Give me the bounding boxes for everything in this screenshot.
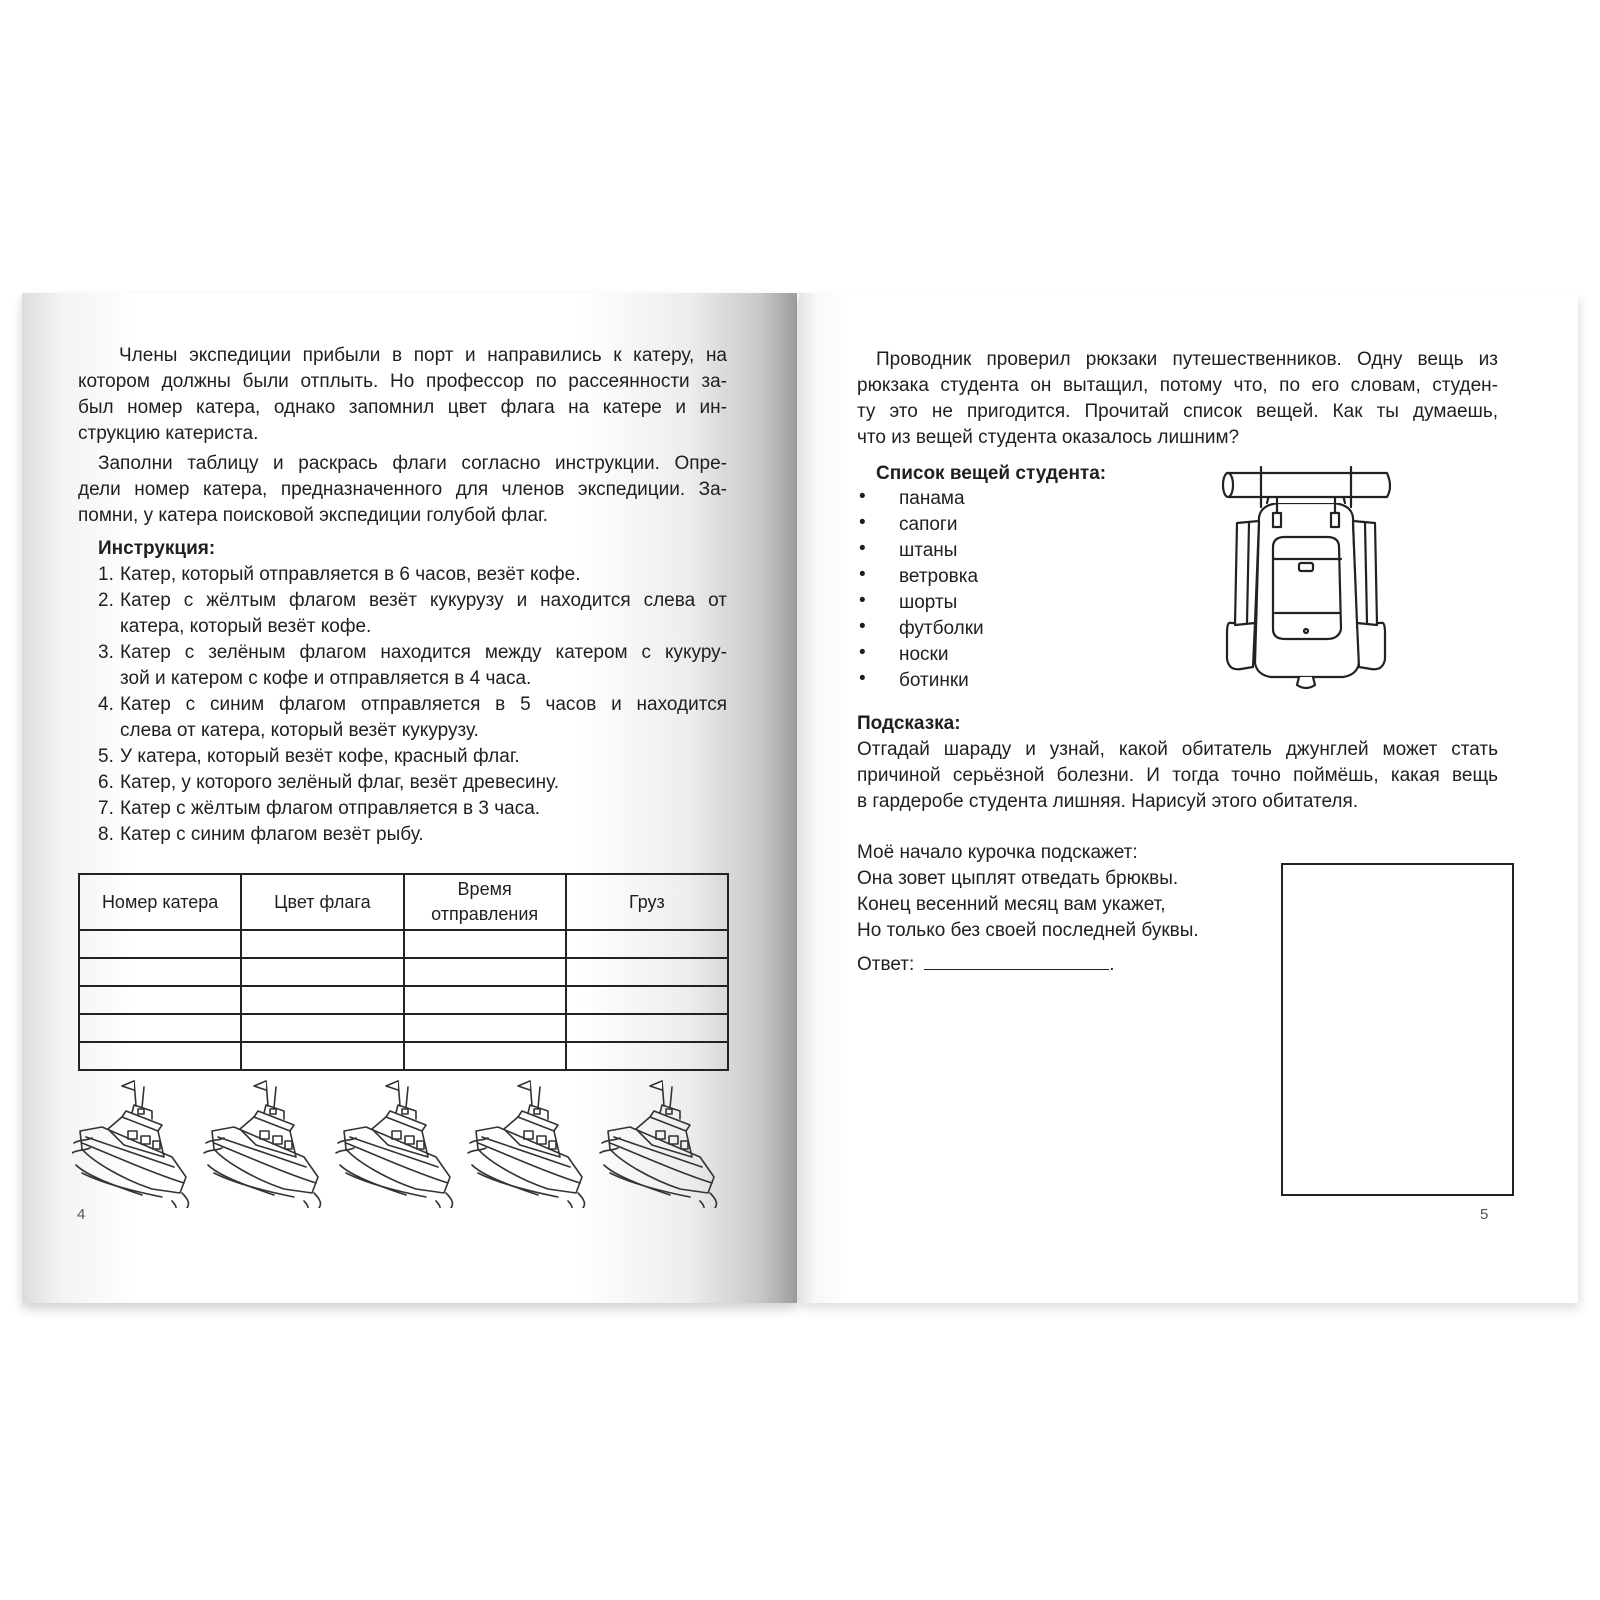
page-number: 4 bbox=[77, 1206, 86, 1223]
intro-line-2: котором должны были отплыть. Но профессор по рассеянности за- bbox=[78, 371, 727, 392]
table-row bbox=[79, 986, 728, 1014]
instruction-line: Катер, у которого зелёный флаг, везёт древесину. bbox=[120, 772, 560, 793]
task-line-1: Заполни таблицу и раскрась флаги согласно инструкции. Опре- bbox=[98, 453, 727, 474]
list-item: ботинки bbox=[899, 670, 969, 691]
instruction-line: У катера, который везёт кофе, красный флаг. bbox=[120, 746, 520, 767]
intro-line-1: Проводник проверил рюкзаки путешественников. Одну вещь из bbox=[876, 349, 1498, 370]
instruction-line: слева от катера, который везёт кукурузу. bbox=[120, 720, 479, 741]
boat-table bbox=[78, 873, 729, 1071]
answer-label: Ответ: bbox=[857, 954, 915, 975]
bullet: • bbox=[859, 590, 866, 611]
instruction-line: Катер, который отправляется в 6 часов, везёт кофе. bbox=[120, 564, 581, 585]
poem-line-1: Моё начало курочка подскажет: bbox=[857, 842, 1138, 863]
table-cell[interactable] bbox=[79, 986, 241, 1014]
bullet: • bbox=[859, 538, 866, 559]
table-header-departure-time: Время отправления bbox=[404, 874, 566, 930]
table-cell[interactable] bbox=[404, 930, 566, 958]
answer-end: . bbox=[1109, 954, 1115, 975]
left-page bbox=[22, 293, 797, 1303]
poem-line-3: Конец весенний месяц вам укажет, bbox=[857, 894, 1166, 915]
table-cell[interactable] bbox=[566, 958, 728, 986]
hint-line-2: причиной серьёзной болезни. И тогда точно поймёшь, какая вещь bbox=[857, 765, 1498, 786]
boat-icon bbox=[204, 1081, 320, 1208]
intro-line-1: Члены экспедиции прибыли в порт и направились к катеру, на bbox=[119, 345, 727, 366]
list-item: панама bbox=[899, 488, 965, 509]
instruction-line: катера, который везёт кофе. bbox=[120, 616, 372, 637]
table-row bbox=[79, 930, 728, 958]
boat-icon bbox=[72, 1081, 188, 1208]
list-item: футболки bbox=[899, 618, 984, 639]
bullet: • bbox=[859, 616, 866, 637]
hint-line-3: в гардеробе студента лишняя. Нарисуй этого обитателя. bbox=[857, 791, 1359, 812]
bullet: • bbox=[859, 642, 866, 663]
answer-row bbox=[857, 951, 1115, 978]
table-cell[interactable] bbox=[79, 930, 241, 958]
table-header-cargo: Груз bbox=[566, 874, 728, 930]
instruction-line: Катер с зелёным флагом находится между катером с кукуру- bbox=[120, 642, 727, 663]
intro-line-4: струкцию катериста. bbox=[78, 423, 259, 444]
list-item: носки bbox=[899, 644, 949, 665]
instruction-num: 4. bbox=[98, 694, 114, 715]
task-line-3: помни, у катера поисковой экспедиции голубой флаг. bbox=[78, 505, 548, 526]
instruction-num: 5. bbox=[98, 746, 114, 767]
instruction-heading: Инструкция: bbox=[98, 538, 216, 559]
list-item: шорты bbox=[899, 592, 958, 613]
table-row bbox=[79, 958, 728, 986]
bullet: • bbox=[859, 512, 866, 533]
table-cell[interactable] bbox=[241, 930, 403, 958]
table-cell[interactable] bbox=[241, 958, 403, 986]
table-cell[interactable] bbox=[79, 1014, 241, 1042]
intro-line-3: ту это не пригодится. Прочитай список вещей. Как ты думаешь, bbox=[857, 401, 1498, 422]
bullet: • bbox=[859, 486, 866, 507]
task-line-2: дели номер катера, предназначенного для членов экспедиции. За- bbox=[78, 479, 727, 500]
list-item: сапоги bbox=[899, 514, 958, 535]
instruction-line: Катер с синим флагом везёт рыбу. bbox=[120, 824, 424, 845]
intro-line-2: рюкзака студента он вытащил, потому что, по его словам, студен- bbox=[857, 375, 1498, 396]
table-header-boat-number: Номер катера bbox=[79, 874, 241, 930]
table-cell[interactable] bbox=[79, 958, 241, 986]
bullet: • bbox=[859, 668, 866, 689]
bullet: • bbox=[859, 564, 866, 585]
instruction-num: 1. bbox=[98, 564, 114, 585]
table-cell[interactable] bbox=[566, 986, 728, 1014]
drawing-box[interactable] bbox=[1281, 863, 1514, 1196]
table-cell[interactable] bbox=[404, 986, 566, 1014]
instruction-num: 7. bbox=[98, 798, 114, 819]
instruction-num: 3. bbox=[98, 642, 114, 663]
instruction-line: Катер с жёлтым флагом везёт кукурузу и находится слева от bbox=[120, 590, 727, 611]
table-cell[interactable] bbox=[241, 1014, 403, 1042]
intro-line-4: что из вещей студента оказалось лишним? bbox=[857, 427, 1240, 448]
page-number: 5 bbox=[1480, 1206, 1489, 1223]
poem-line-2: Она зовет цыплят отведать брюквы. bbox=[857, 868, 1179, 889]
instruction-num: 2. bbox=[98, 590, 114, 611]
table-cell[interactable] bbox=[566, 1014, 728, 1042]
boat-icon bbox=[336, 1081, 452, 1208]
table-cell[interactable] bbox=[566, 930, 728, 958]
list-heading: Список вещей студента: bbox=[876, 463, 1107, 484]
instruction-num: 8. bbox=[98, 824, 114, 845]
table-cell[interactable] bbox=[404, 958, 566, 986]
table-header-flag-color: Цвет флага bbox=[241, 874, 403, 930]
list-item: ветровка bbox=[899, 566, 979, 587]
hint-line-1: Отгадай шараду и узнай, какой обитатель джунглей может стать bbox=[857, 739, 1498, 760]
boats-illustration bbox=[72, 1063, 732, 1208]
table-row bbox=[79, 1014, 728, 1042]
hint-heading: Подсказка: bbox=[857, 713, 961, 734]
instruction-line: Катер с жёлтым флагом отправляется в 3 часа. bbox=[120, 798, 541, 819]
backpack-icon bbox=[1219, 463, 1391, 693]
instruction-line: зой и катером с кофе и отправляется в 4 часа. bbox=[120, 668, 532, 689]
answer-blank[interactable] bbox=[924, 951, 1109, 970]
boat-icon bbox=[468, 1081, 584, 1208]
boat-icon bbox=[600, 1081, 716, 1208]
instruction-num: 6. bbox=[98, 772, 114, 793]
poem-line-4: Но только без своей последней буквы. bbox=[857, 920, 1199, 941]
right-page bbox=[799, 293, 1578, 1303]
instruction-line: Катер с синим флагом отправляется в 5 часов и находится bbox=[120, 694, 727, 715]
list-item: штаны bbox=[899, 540, 958, 561]
table-cell[interactable] bbox=[404, 1014, 566, 1042]
intro-line-3: был номер катера, однако запомнил цвет флага на катере и ин- bbox=[78, 397, 727, 418]
table-cell[interactable] bbox=[241, 986, 403, 1014]
